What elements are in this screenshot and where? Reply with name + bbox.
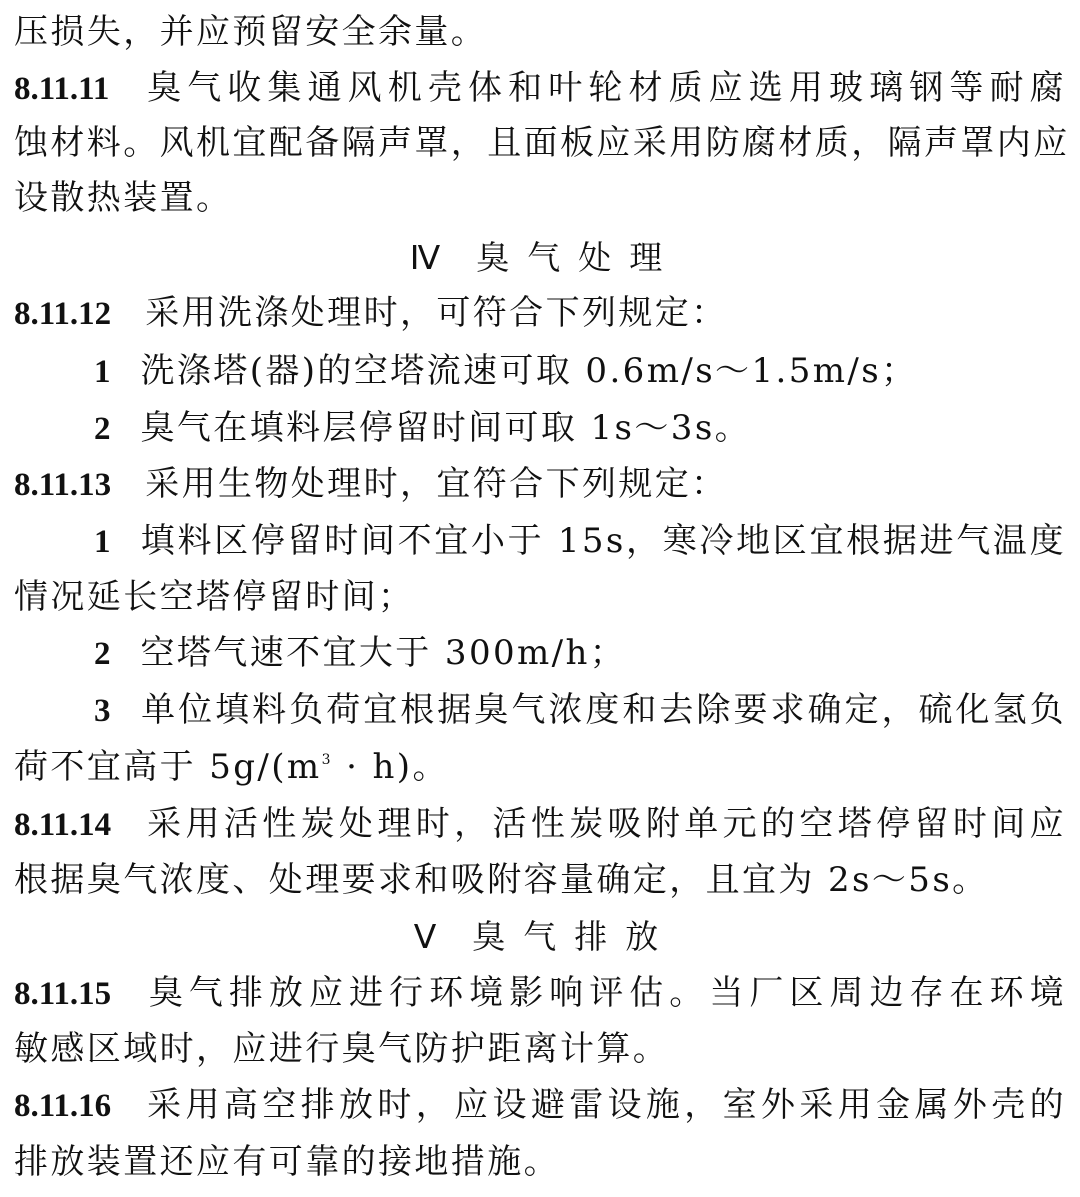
clause-number: 8.11.16 (14, 1088, 112, 1124)
list-item (14, 346, 1066, 396)
item-text: · h)。 (332, 747, 449, 787)
list-item (14, 516, 1066, 566)
item-text: 臭气在填料层停留时间可取 1s～3s。 (140, 408, 752, 448)
list-item-continuation (14, 572, 1066, 622)
list-item (14, 685, 1066, 735)
section-roman-numeral: Ⅴ (413, 920, 437, 956)
section-heading-v (0, 912, 1080, 962)
paragraph-text: 压损失，并应预留安全余量。 (14, 12, 488, 52)
section-title: 臭气排放 (472, 917, 677, 956)
clause-text: 采用洗涤处理时，可符合下列规定： (145, 293, 728, 333)
clause-text: 采用生物处理时，宜符合下列规定： (145, 464, 728, 504)
clause-number: 8.11.14 (14, 807, 112, 843)
section-title: 臭气处理 (476, 238, 681, 277)
clause-text: 臭气收集通风机壳体和叶轮材质应选用玻璃钢等耐腐 (143, 68, 1066, 108)
list-item (14, 403, 1066, 453)
clause-8-11-11 (14, 63, 1066, 113)
clause-8-11-16-continuation (14, 1137, 1066, 1187)
clause-number: 8.11.12 (14, 296, 112, 332)
superscript: 3 (321, 752, 333, 768)
clause-8-11-13 (14, 459, 1066, 509)
clause-number: 8.11.11 (14, 71, 110, 107)
clause-8-11-14 (14, 799, 1066, 849)
carryover-text (14, 7, 1066, 57)
list-item (14, 628, 1066, 678)
clause-text: 排放装置还应有可靠的接地措施。 (14, 1142, 560, 1182)
item-text: 洗涤塔(器)的空塔流速可取 0.6m/s～1.5m/s； (140, 351, 918, 391)
clause-8-11-12 (14, 288, 1066, 338)
clause-number: 8.11.15 (14, 976, 112, 1012)
item-number: 1 (94, 524, 111, 560)
item-text: 荷不宜高于 5g/(m (14, 747, 322, 787)
item-number: 1 (94, 354, 111, 390)
item-number: 2 (94, 636, 111, 672)
item-text: 单位填料负荷宜根据臭气浓度和去除要求确定，硫化氢负 (140, 690, 1066, 730)
clause-text: 敏感区域时，应进行臭气防护距离计算。 (14, 1029, 670, 1069)
item-text: 填料区停留时间不宜小于 15s，寒冷地区宜根据进气温度 (140, 521, 1066, 561)
section-heading-iv (0, 233, 1080, 283)
item-text: 空塔气速不宜大于 300m/h； (140, 633, 627, 673)
clause-8-11-11-continuation-2 (14, 173, 1066, 223)
clause-8-11-15-continuation (14, 1024, 1066, 1074)
clause-text: 臭气排放应进行环境影响评估。当厂区周边存在环境 (145, 973, 1066, 1013)
section-roman-numeral: Ⅳ (409, 241, 441, 277)
clause-8-11-16 (14, 1080, 1066, 1130)
clause-text: 采用高空排放时，应设避雷设施，室外采用金属外壳的 (145, 1085, 1066, 1125)
clause-text: 根据臭气浓度、处理要求和吸附容量确定，且宜为 2s～5s。 (14, 860, 989, 900)
clause-8-11-14-continuation (14, 855, 1066, 905)
clause-text: 蚀材料。风机宜配备隔声罩，且面板应采用防腐材质，隔声罩内应 (14, 123, 1070, 163)
item-number: 2 (94, 411, 111, 447)
item-text: 情况延长空塔停留时间； (14, 577, 415, 617)
clause-8-11-15 (14, 968, 1066, 1018)
item-number: 3 (94, 693, 111, 729)
clause-text: 采用活性炭处理时，活性炭吸附单元的空塔停留时间应 (145, 804, 1066, 844)
clause-text: 设散热装置。 (14, 178, 233, 218)
clause-number: 8.11.13 (14, 467, 112, 503)
clause-8-11-11-continuation (14, 118, 1070, 168)
list-item-continuation (14, 742, 1066, 792)
